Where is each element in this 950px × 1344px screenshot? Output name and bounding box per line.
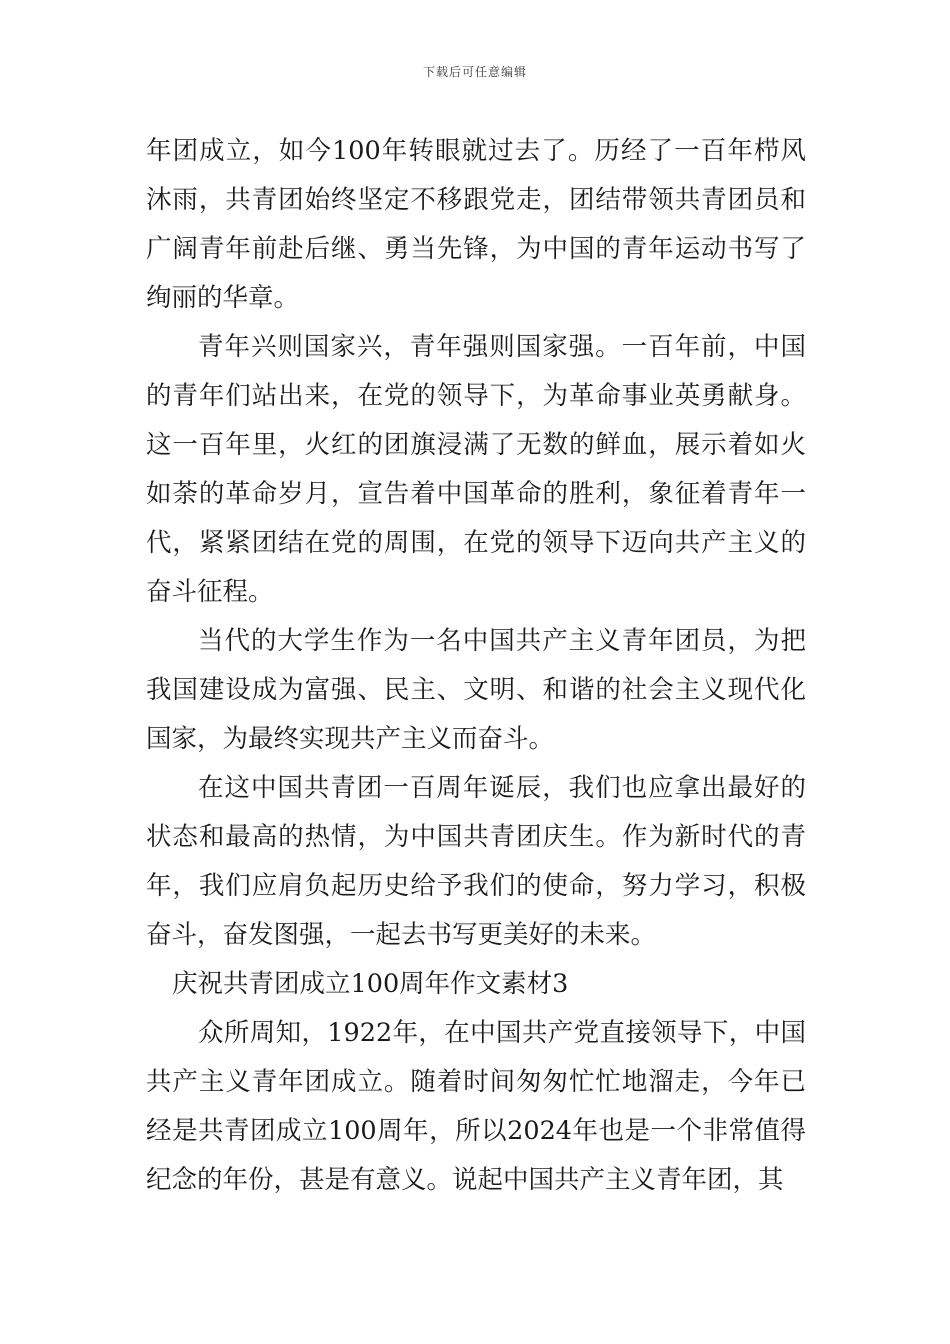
paragraph-2: 青年兴则国家兴，青年强则国家强。一百年前，中国的青年们站出来，在党的领导下，为革命事业英勇献身。这一百年里，火红的团旗浸满了无数的鲜血，展示着如火如荼的革命岁月，宣告着中国革命的胜利，象征着青年一代，紧紧团结在党的周围，在党的领导下迈向共产主义的奋斗征程。	[146, 332, 806, 607]
section-heading: 庆祝共青团成立100周年作文素材3	[172, 969, 569, 999]
paragraph-3: 当代的大学生作为一名中国共产主义青年团员，为把我国建设成为富强、民主、文明、和谐的社会主义现代化国家，为最终实现共产主义而奋斗。	[146, 626, 806, 754]
paragraph-5: 众所周知，1922年，在中国共产党直接领导下，中国共产主义青年团成立。随着时间匆匆忙忙地溜走，今年已经是共青团成立100周年，所以2024年也是一个非常值得纪念的年份，甚是有意义。说起中国共产主义青年团，其	[146, 1018, 806, 1195]
page-header-note: 下载后可任意编辑	[422, 65, 527, 79]
document-body	[146, 127, 806, 1205]
paragraph-4: 在这中国共青团一百周年诞辰，我们也应拿出最好的状态和最高的热情，为中国共青团庆生。作为新时代的青年，我们应肩负起历史给予我们的使命，努力学习，积极奋斗，奋发图强，一起去书写更美好的未来。	[146, 773, 806, 950]
paragraph-1: 年团成立，如今100年转眼就过去了。历经了一百年栉风沐雨，共青团始终坚定不移跟党走，团结带领共青团员和广阔青年前赴后继、勇当先锋，为中国的青年运动书写了绚丽的华章。	[146, 136, 806, 313]
